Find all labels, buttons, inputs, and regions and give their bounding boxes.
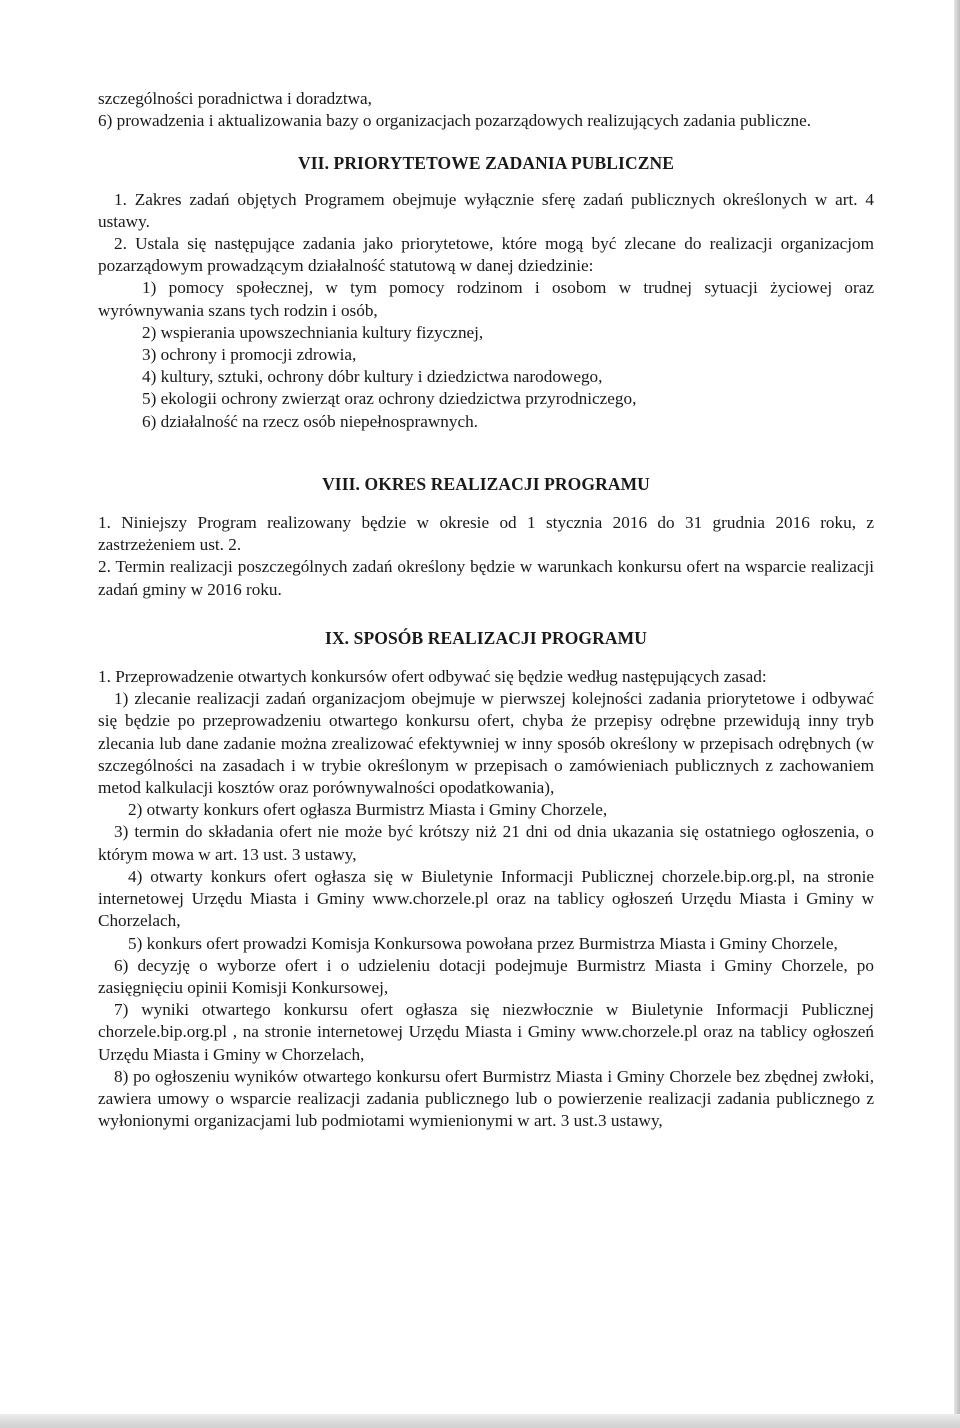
section-8-paragraph-1: 1. Niniejszy Program realizowany będzie w okresie od 1 stycznia 2016 do 31 grudnia 2016 roku, z zastrzeżeniem ust. 2. (98, 513, 874, 555)
section-7-item-6: 6) działalność na rzecz osób niepełnosprawnych. (142, 411, 478, 431)
section-9-heading: IX. SPOSÓB REALIZACJI PROGRAMU (325, 627, 647, 648)
section-9-item-5: 5) konkurs ofert prowadzi Komisja Konkursowa powołana przez Burmistrza Miasta i Gminy Chorzele, (128, 933, 838, 953)
section-8-paragraph-2: 2. Termin realizacji poszczególnych zadań określony będzie w warunkach konkursu ofert na wsparcie realizacji zadań gminy w 2016 roku. (98, 557, 874, 599)
section-7-item-5: 5) ekologii ochrony zwierząt oraz ochrony dziedzictwa przyrodniczego, (142, 389, 637, 409)
section-7-item-2: 2) wspierania upowszechniania kultury fizycznej, (142, 322, 484, 342)
section-9-item-3: 3) termin do składania ofert nie może być krótszy niż 21 dni od dnia ukazania się ostatniego ogłoszenia, o którym mowa w art. 13 ust. 3 ustawy, (98, 822, 874, 864)
section-7-heading: VII. PRIORYTETOWE ZADANIA PUBLICZNE (298, 153, 674, 174)
page-content (98, 88, 874, 1132)
section-7-paragraph-2: 2. Ustala się następujące zadania jako priorytetowe, które mogą być zlecane do realizacji organizacjom pozarządowym prowadzącym działalność statutową w danej dziedzinie: (98, 234, 874, 276)
intro-item-6: 6) prowadzenia i aktualizowania bazy o organizacjach pozarządowych realizujących zadania publiczne. (98, 111, 812, 131)
section-9-item-8: 8) po ogłoszeniu wyników otwartego konkursu ofert Burmistrz Miasta i Gminy Chorzele bez zbędnej zwłoki, zawiera umowy o wsparcie realizacji zadania publicznego lub o powierzenie realizacji zadania publicznego z wyłonionymi organizacjami lub podmiotami wymienionymi w art. 3 ust.3 ustawy, (98, 1066, 874, 1131)
section-9-item-2: 2) otwarty konkurs ofert ogłasza Burmistrz Miasta i Gminy Chorzele, (128, 800, 608, 820)
scan-edge-bottom (0, 1414, 960, 1428)
section-9-paragraph-1: 1. Przeprowadzenie otwartych konkursów ofert odbywać się będzie według następujących zasad: (98, 667, 767, 687)
section-7-item-3: 3) ochrony i promocji zdrowia, (142, 345, 357, 365)
section-9-item-1: 1) zlecanie realizacji zadań organizacjom obejmuje w pierwszej kolejności zadania priorytetowe i odbywać się będzie po przeprowadzeniu otwartego konkursu ofert, chyba że przepisy odrębne przewidują inny tryb zlecania lub dane zadanie można zrealizować efektywniej w inny sposób określony w przepisach odrębnych (w szczególności na zasadach i w trybie określonym w przepisach o zamówieniach publicznych z zachowaniem metod kalkulacji kosztów oraz porównywalności opodatkowania), (98, 689, 874, 798)
section-9-item-6: 6) decyzję o wyborze ofert i o udzieleniu dotacji podejmuje Burmistrz Miasta i Gminy Chorzele, po zasięgnięciu opinii Komisji Konkursowej, (98, 955, 874, 997)
section-9-item-7: 7) wyniki otwartego konkursu ofert ogłasza się niezwłocznie w Biuletynie Informacji Publicznej chorzele.bip.org.pl , na stronie internetowej Urzędu Miasta i Gminy www.chorzele.pl oraz na tablicy ogłoszeń Urzędu Miasta i Gminy w Chorzelach, (98, 1000, 874, 1064)
section-9-item-4: 4) otwarty konkurs ofert ogłasza się w Biuletynie Informacji Publicznej chorzele.bip.org.pl, na stronie internetowej Urzędu Miasta i Gminy www.chorzele.pl oraz na tablicy ogłoszeń Urzędu Miasta i Gminy w Chorzelach, (98, 866, 874, 931)
intro-line-1: szczególności poradnictwa i doradztwa, (98, 89, 372, 108)
section-7-item-1: 1) pomocy społecznej, w tym pomocy rodzinom i osobom w trudnej sytuacji życiowej oraz wyrównywania szans tych rodzin i osób, (98, 278, 874, 320)
section-7-item-4: 4) kultury, sztuki, ochrony dóbr kultury i dziedzictwa narodowego, (142, 367, 603, 387)
section-7-paragraph-1: 1. Zakres zadań objętych Programem obejmuje wyłącznie sferę zadań publicznych określonych w art. 4 ustawy. (98, 189, 874, 231)
section-8-heading: VIII. OKRES REALIZACJI PROGRAMU (322, 473, 650, 494)
scan-edge-right (954, 0, 960, 1428)
